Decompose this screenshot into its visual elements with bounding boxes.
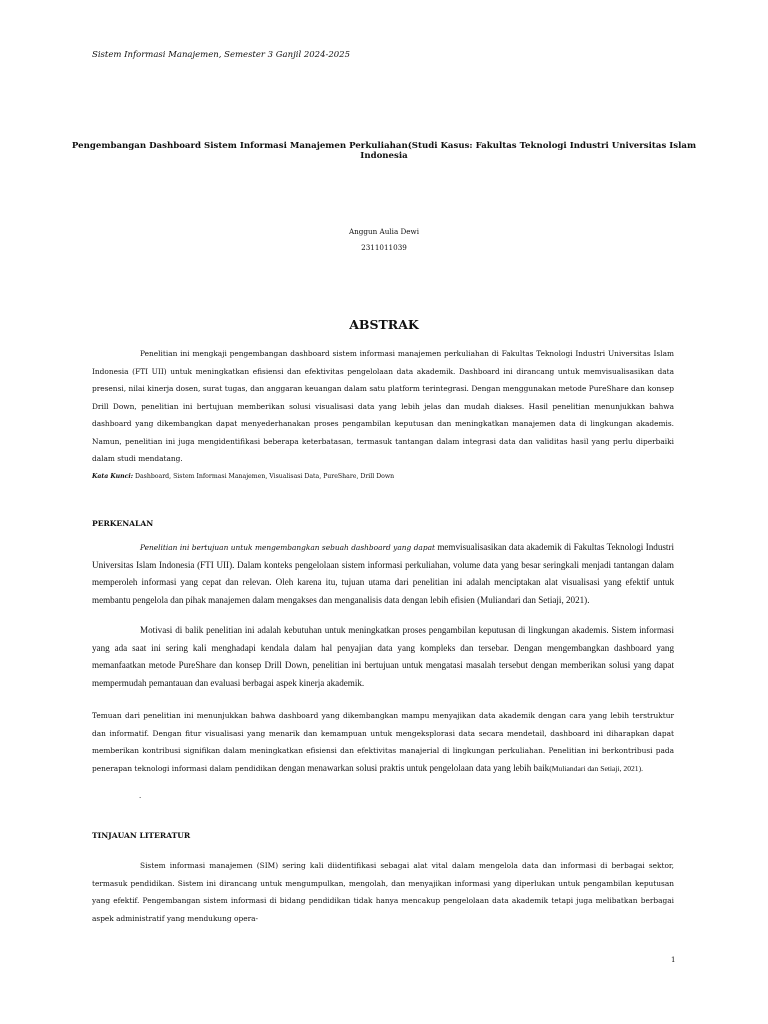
intro-p3-citation: (Muliandari dan Setiaji, 2021). [549, 763, 644, 773]
literature-p1-text: Sistem informasi manajemen (SIM) sering kali diidentifikasi sebagai alat vital dalam mengelola data dan informasi di berbagai sektor, termasuk pendidikan. Sistem ini dirancang untuk mengumpulkan, mengolah, dan menyajikan informasi yang diperlukan untuk pengambilan keputusan yang efektif. Pengembangan sistem informasi di bidang pendidikan tidak hanya mencakup pengelolaan data akademik tetapi juga melibatkan berbagai aspek administratif yang mendukung opera- [92, 861, 674, 923]
paper-title: Pengembangan Dashboard Sistem Informasi Manajemen Perkuliahan(Studi Kasus: Fakultas Teknologi Industri Universitas Islam Indonesia [71, 141, 697, 161]
intro-paragraph-1 [92, 539, 674, 609]
abstract-text: Penelitian ini mengkaji pengembangan dashboard sistem informasi manajemen perkuliahan di Fakultas Teknologi Industri Universitas Islam Indonesia (FTI UII) untuk meningkatkan efisiensi dan efektivitas pengelolaan data akademik. Dashboard ini dirancang untuk memvisualisasikan data presensi, nilai kinerja dosen, surat tugas, dan anggaran keuangan dalam satu platform terintegrasi. Dengan menggunakan metode PureShare dan konsep Drill Down, penelitian ini bertujuan memberikan solusi visualisasi data yang lebih jelas dan mudah diakses. Hasil penelitian menunjukkan bahwa dashboard yang dikembangkan dapat menyederhanakan proses pengambilan keputusan dan meningkatkan manajemen data di lingkungan akademis. Namun, penelitian ini juga mengidentifikasi beberapa keterbatasan, termasuk tantangan dalam integrasi data dan validitas hasil yang perlu diperbaiki dalam studi mendatang. [92, 349, 674, 463]
literature-paragraph-1 [92, 857, 674, 927]
intro-p3-tail: dengan menawarkan solusi praktis untuk pengelolaan data yang lebih baik [276, 762, 550, 773]
abstract-heading: ABSTRAK [349, 317, 419, 332]
section-heading-introduction: PERKENALAN [92, 519, 154, 528]
intro-paragraph-3 [92, 707, 674, 777]
intro-p3-text: Temuan dari penelitian ini menunjukkan bahwa dashboard yang dikembangkan mampu menyajikan data akademik dengan cara yang lebih terstruktur dan informatif. Dengan fitur visualisasi yang menarik dan kemampuan untuk mengeksplorasi data secara mendetail, dashboard ini diharapkan dapat memberikan kontribusi signifikan dalam meningkatkan efisiensi dan efektivitas manajerial di lingkungan perkuliahan. Penelitian ini berkontribusi pada penerapan teknologi informasi dalam pendidikan [92, 711, 674, 773]
page-number: 1 [671, 956, 676, 964]
author-name: Anggun Aulia Dewi [348, 227, 420, 236]
keywords-label: Kata Kunci: [92, 473, 134, 480]
intro-p1-text: memvisualisasikan data akademik di Fakultas Teknologi Industri Universitas Islam Indonesia (FTI UII). Dalam konteks pengelolaan sistem informasi perkuliahan, volume data yang besar seringkali menjadi tantangan dalam memperoleh informasi yang cepat dan relevan. Oleh karena itu, tujuan utama dari penelitian ini adalah menciptakan alat visualisasi yang efektif untuk membantu pengelola dan pihak manajemen dalam mengakses dan menganalisis data dengan lebih efisien (Muliandari dan Setiaji, 2021). [92, 542, 674, 605]
stray-mark: . [139, 792, 142, 800]
intro-p1-italic: Penelitian ini bertujuan untuk mengembangkan sebuah dashboard yang dapat [140, 543, 435, 552]
keywords-line [92, 473, 394, 480]
running-header: Sistem Informasi Manajemen, Semester 3 Ganjil 2024-2025 [92, 50, 350, 60]
keywords-text: Dashboard, Sistem Informasi Manajemen, Visualisasi Data, PureShare, Drill Down [135, 473, 395, 480]
intro-p2-text: Motivasi di balik penelitian ini adalah kebutuhan untuk meningkatkan proses pengambilan keputusan di lingkungan akademis. Sistem informasi yang ada saat ini sering kali menghadapi kendala dalam hal penyajian data yang kompleks dan tersebar. Dengan mengembangkan dashboard yang memanfaatkan metode PureShare dan konsep Drill Down, penelitian ini bertujuan untuk mengatasi masalah tersebut dengan memberikan solusi yang dapat mempermudah pemantauan dan evaluasi berbagai aspek kinerja akademik. [92, 625, 674, 688]
student-id: 2311011039 [361, 243, 407, 252]
section-heading-literature: TINJAUAN LITERATUR [92, 831, 191, 840]
abstract-paragraph [92, 345, 674, 468]
intro-paragraph-2 [92, 622, 674, 692]
